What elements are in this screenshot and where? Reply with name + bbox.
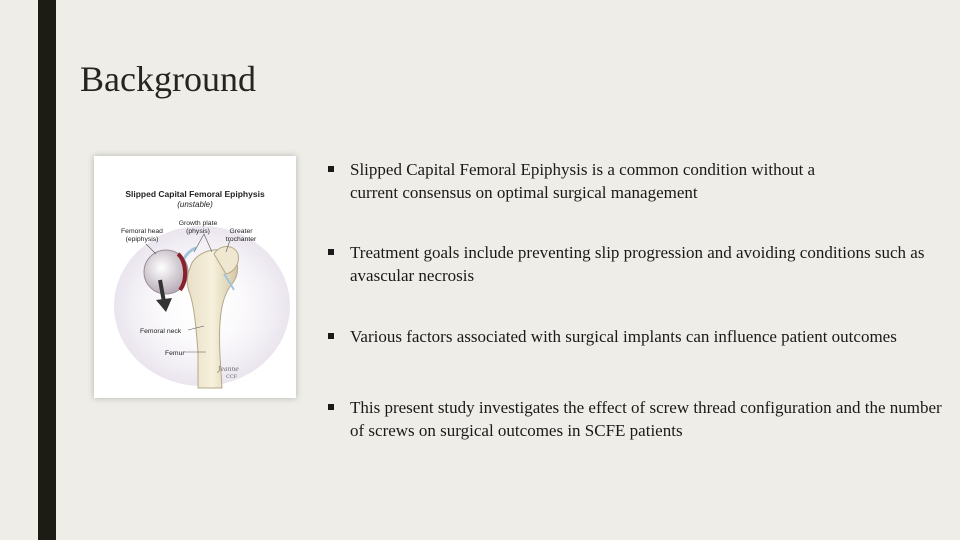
bullet-list — [328, 0, 960, 540]
figure-subtitle: (unstable) — [177, 200, 213, 209]
bullet-item — [328, 325, 960, 348]
figure-title: Slipped Capital Femoral Epiphysis — [125, 189, 265, 199]
bullet-item — [328, 241, 960, 287]
bullet-marker-icon — [328, 333, 334, 339]
label-femoral-head-sub: (epiphysis) — [125, 236, 159, 243]
label-growth-plate-sub: (physis) — [186, 228, 210, 235]
scfe-illustration — [94, 156, 296, 398]
bullet-text: Slipped Capital Femoral Epiphysis is a common condition without a — [350, 160, 816, 179]
artist-signature: Jeanne — [218, 366, 239, 373]
artist-signature-sub: CCF — [226, 374, 238, 380]
bullet-text: current consensus on optimal surgical management — [350, 183, 698, 202]
label-femoral-neck: Femoral neck — [140, 328, 182, 335]
bullet-text: Treatment goals include preventing slip progression and avoiding conditions such as — [350, 243, 925, 262]
label-femur: Femur — [165, 350, 185, 357]
bullet-marker-icon — [328, 404, 334, 410]
bullet-text: This present study investigates the effect of screw thread configuration and the number — [350, 398, 942, 417]
label-femoral-head: Femoral head — [121, 228, 163, 235]
bullet-text: avascular necrosis — [350, 266, 475, 285]
bullet-item — [328, 396, 960, 442]
bullet-text: of screws on surgical outcomes in SCFE patients — [350, 421, 683, 440]
bullet-marker-icon — [328, 166, 334, 172]
slide-title: Background — [80, 59, 256, 99]
bullet-text: Various factors associated with surgical implants can influence patient outcomes — [350, 327, 897, 346]
label-growth-plate: Growth plate — [178, 220, 218, 227]
bullet-marker-icon — [328, 249, 334, 255]
left-accent-bar — [38, 0, 56, 540]
label-trochanter: trochanter — [225, 236, 257, 243]
bullet-item — [328, 158, 960, 204]
label-greater: Greater — [229, 228, 253, 235]
